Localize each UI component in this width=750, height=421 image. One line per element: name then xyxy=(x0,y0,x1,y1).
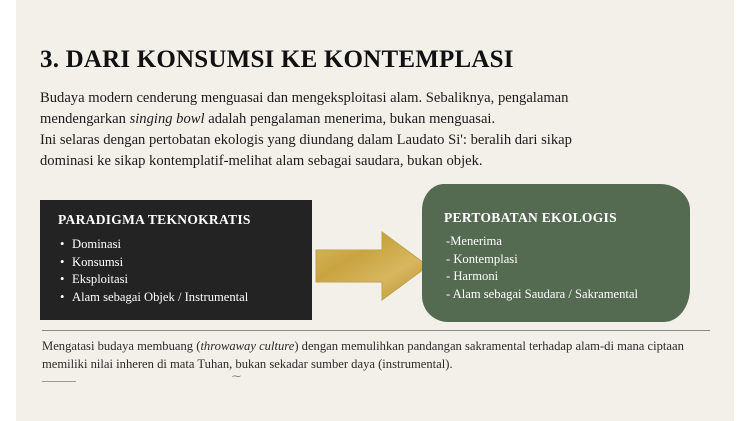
intro-line-1 xyxy=(40,88,710,109)
list-item: • Dominasi xyxy=(72,236,296,254)
paradigma-teknokratis-list xyxy=(58,236,296,306)
page-title: 3. DARI KONSUMSI KE KONTEMPLASI xyxy=(40,46,514,73)
intro-line-2-prefix: mendengarkan xyxy=(40,111,130,127)
list-item: • Alam sebagai Objek / Instrumental xyxy=(72,289,296,307)
list-item: • Eksploitasi xyxy=(72,271,296,289)
footnote-part-2: ) dengan memulihkan pandangan sakramental terhadap xyxy=(294,339,573,353)
intro-line-1-text: Budaya modern cenderung menguasai dan mengeksploitasi alam. Sebaliknya, pengalaman xyxy=(40,90,569,106)
list-item: • Konsumsi xyxy=(72,254,296,272)
paradigma-teknokratis-heading: PARADIGMA TEKNOKRATIS xyxy=(58,212,251,227)
footnote-divider xyxy=(42,381,76,382)
pertobatan-ekologis-heading: PERTOBATAN EKOLOGIS xyxy=(444,210,617,225)
list-item: - Harmoni xyxy=(446,269,499,283)
footnote-line-2: alam-di mana ciptaan memiliki nilai inheren di mata Tuhan, bukan sekadar sumber daya (instrumental). xyxy=(42,339,684,371)
intro-paragraph xyxy=(40,88,710,172)
footnote-emphasis-throwaway-culture: throwaway culture xyxy=(200,339,295,353)
intro-line-3: Ini selaras dengan pertobatan ekologis yang diundang dalam Laudato Si': beralih dari sikap xyxy=(40,132,572,148)
footnote-mark: ⁓ xyxy=(232,371,241,381)
intro-line-4: dominasi ke sikap kontemplatif-melihat alam sebagai saudara, bukan objek. xyxy=(40,153,483,169)
slide-left-margin xyxy=(0,0,16,421)
pertobatan-ekologis-list xyxy=(444,233,676,303)
intro-line-2-suffix: adalah pengalaman menerima, bukan menguasai. xyxy=(204,111,496,127)
slide-right-margin xyxy=(734,0,750,421)
footnote-part-1: Mengatasi budaya membuang ( xyxy=(42,339,201,353)
paradigma-teknokratis-box xyxy=(40,200,312,320)
right-arrow-icon xyxy=(312,228,432,304)
intro-line-2 xyxy=(40,109,710,130)
footnote xyxy=(42,330,710,373)
pertobatan-ekologis-box xyxy=(422,184,690,322)
list-item: - Kontemplasi xyxy=(446,251,518,266)
list-item: - Alam sebagai Saudara / Sakramental xyxy=(446,286,638,301)
intro-emphasis-singing-bowl: singing bowl xyxy=(129,111,205,127)
list-item: -Menerima xyxy=(446,234,502,248)
